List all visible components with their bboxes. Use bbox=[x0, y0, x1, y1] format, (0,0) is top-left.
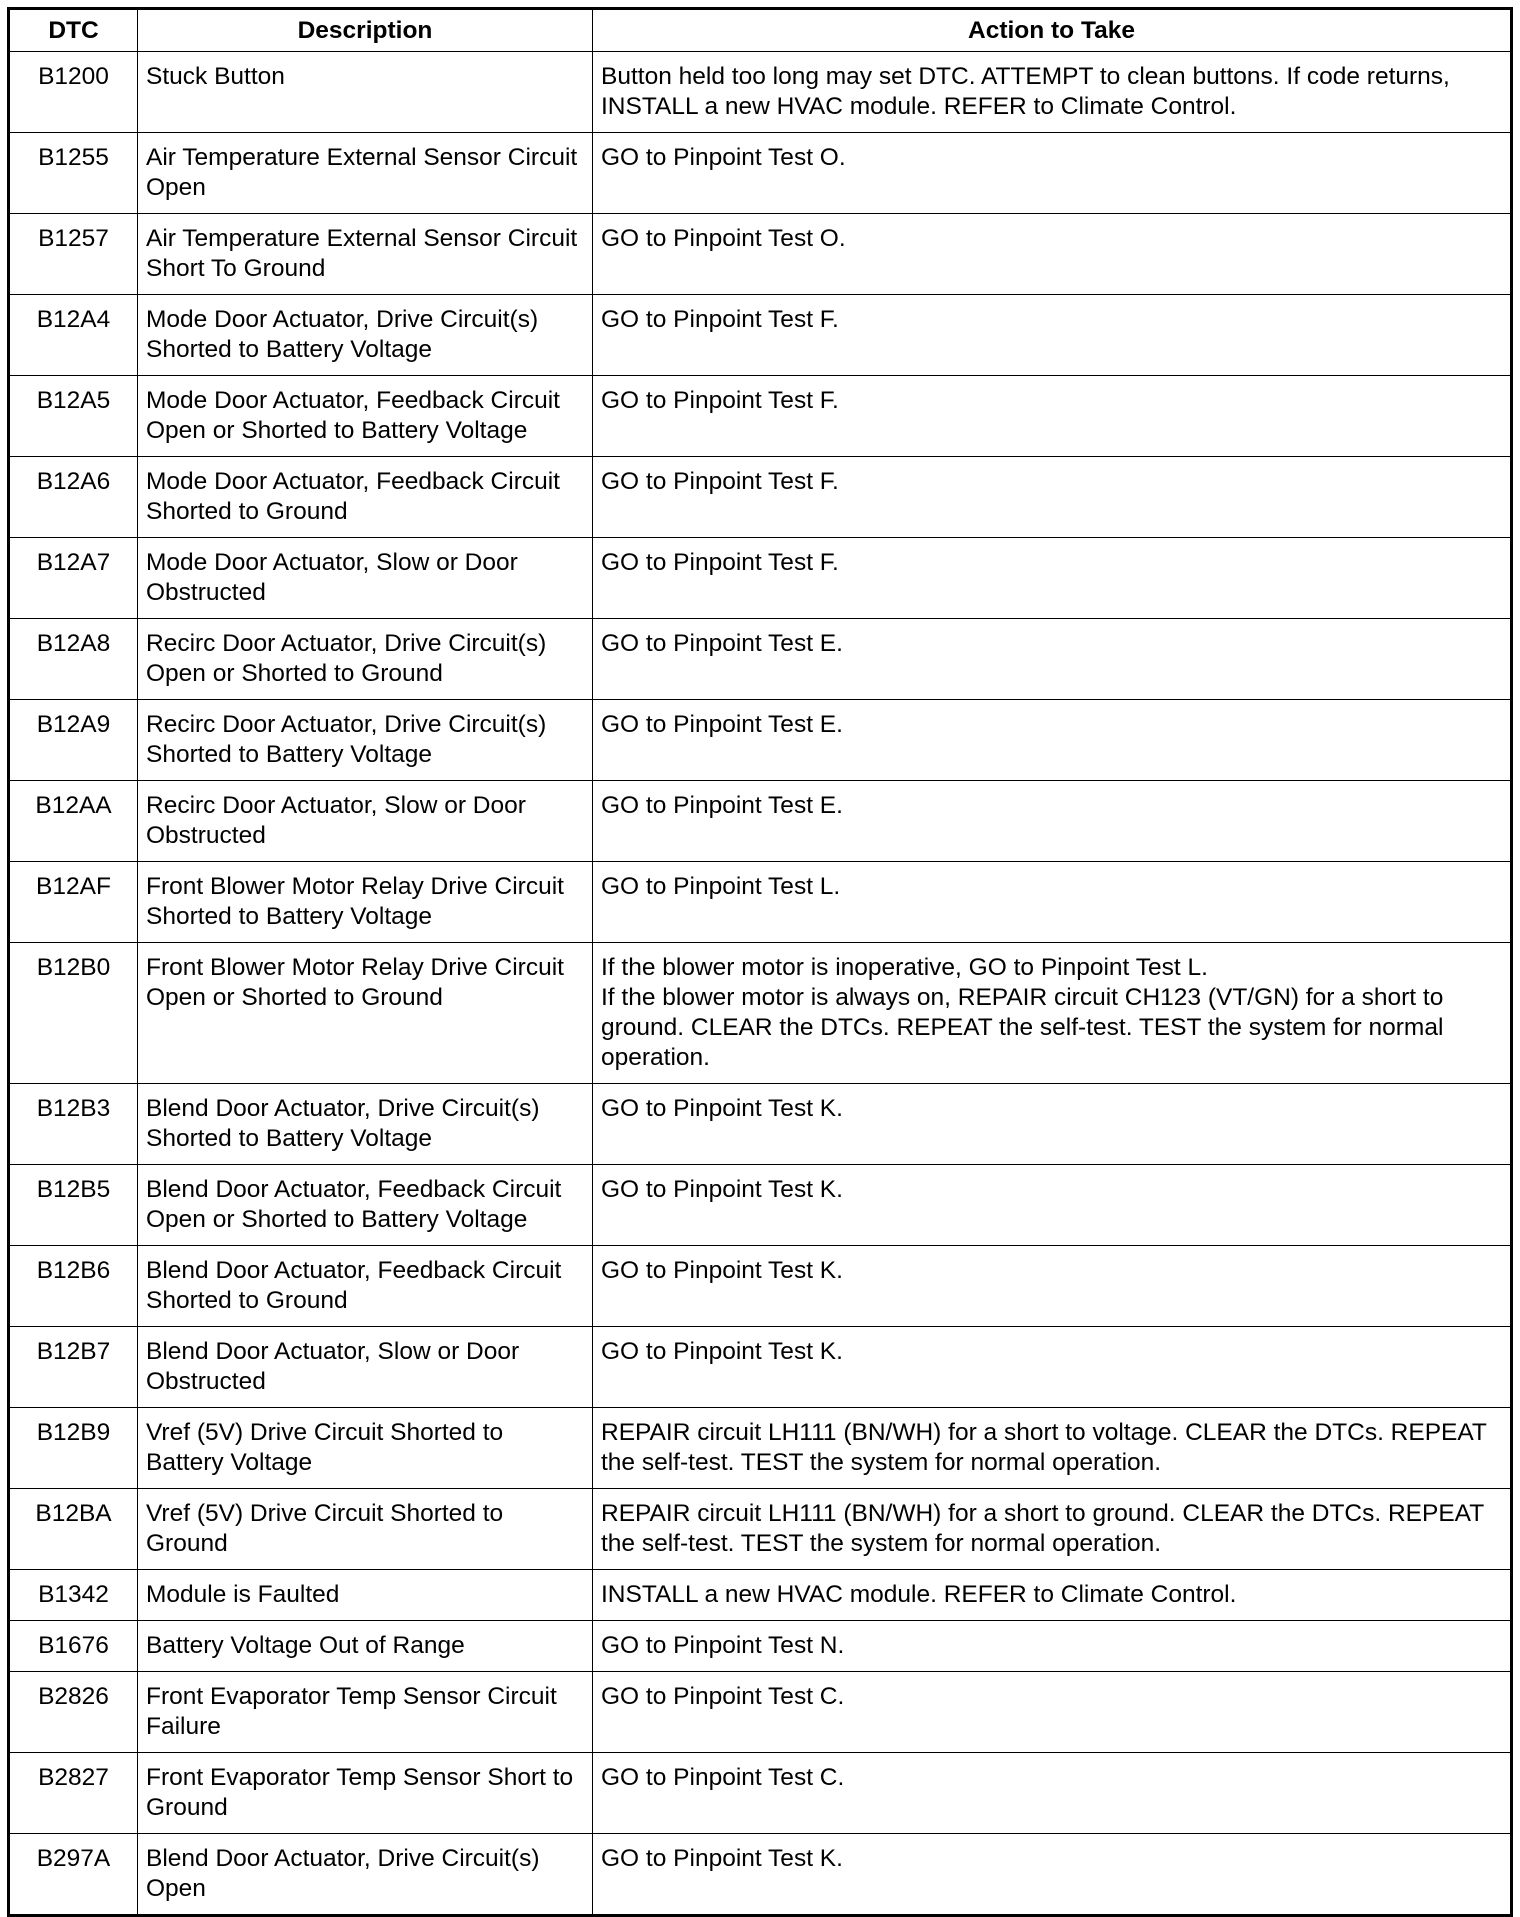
table-row bbox=[9, 1753, 1512, 1834]
table-row bbox=[9, 943, 1512, 1084]
description-cell: Air Temperature External Sensor Circuit Short To Ground bbox=[138, 214, 593, 295]
dtc-table bbox=[7, 7, 1513, 1917]
action-cell: GO to Pinpoint Test F. bbox=[593, 376, 1512, 457]
action-cell: GO to Pinpoint Test K. bbox=[593, 1165, 1512, 1246]
dtc-code-cell: B12AA bbox=[9, 781, 138, 862]
description-cell: Module is Faulted bbox=[138, 1570, 593, 1621]
action-cell: GO to Pinpoint Test N. bbox=[593, 1621, 1512, 1672]
description-cell: Stuck Button bbox=[138, 52, 593, 133]
action-cell: GO to Pinpoint Test K. bbox=[593, 1246, 1512, 1327]
action-cell: INSTALL a new HVAC module. REFER to Climate Control. bbox=[593, 1570, 1512, 1621]
dtc-code-cell: B12A6 bbox=[9, 457, 138, 538]
action-cell: Button held too long may set DTC. ATTEMPT to clean buttons. If code returns, INSTALL a new HVAC module. REFER to Climate Control. bbox=[593, 52, 1512, 133]
action-cell: GO to Pinpoint Test K. bbox=[593, 1834, 1512, 1916]
description-cell: Front Evaporator Temp Sensor Circuit Failure bbox=[138, 1672, 593, 1753]
dtc-code-cell: B12B6 bbox=[9, 1246, 138, 1327]
action-cell: GO to Pinpoint Test C. bbox=[593, 1672, 1512, 1753]
table-row bbox=[9, 1570, 1512, 1621]
dtc-code-cell: B12A8 bbox=[9, 619, 138, 700]
table-row bbox=[9, 862, 1512, 943]
dtc-code-cell: B12A9 bbox=[9, 700, 138, 781]
action-cell: REPAIR circuit LH111 (BN/WH) for a short to voltage. CLEAR the DTCs. REPEAT the self-test. TEST the system for normal operation. bbox=[593, 1408, 1512, 1489]
table-row bbox=[9, 214, 1512, 295]
table-row bbox=[9, 619, 1512, 700]
table-row bbox=[9, 538, 1512, 619]
dtc-code-cell: B1200 bbox=[9, 52, 138, 133]
dtc-code-cell: B2827 bbox=[9, 1753, 138, 1834]
dtc-code-cell: B12B5 bbox=[9, 1165, 138, 1246]
table-row bbox=[9, 376, 1512, 457]
description-cell: Mode Door Actuator, Feedback Circuit Shorted to Ground bbox=[138, 457, 593, 538]
table-header-row bbox=[9, 9, 1512, 52]
action-cell: GO to Pinpoint Test F. bbox=[593, 457, 1512, 538]
description-cell: Recirc Door Actuator, Drive Circuit(s) Open or Shorted to Ground bbox=[138, 619, 593, 700]
action-cell: GO to Pinpoint Test C. bbox=[593, 1753, 1512, 1834]
description-cell: Blend Door Actuator, Drive Circuit(s) Open bbox=[138, 1834, 593, 1916]
description-cell: Vref (5V) Drive Circuit Shorted to Battery Voltage bbox=[138, 1408, 593, 1489]
action-cell: GO to Pinpoint Test O. bbox=[593, 133, 1512, 214]
action-cell: GO to Pinpoint Test F. bbox=[593, 538, 1512, 619]
table-row bbox=[9, 52, 1512, 133]
description-cell: Front Blower Motor Relay Drive Circuit Open or Shorted to Ground bbox=[138, 943, 593, 1084]
description-cell: Mode Door Actuator, Feedback Circuit Open or Shorted to Battery Voltage bbox=[138, 376, 593, 457]
dtc-code-cell: B1342 bbox=[9, 1570, 138, 1621]
description-cell: Air Temperature External Sensor Circuit Open bbox=[138, 133, 593, 214]
table-row bbox=[9, 1672, 1512, 1753]
table-row bbox=[9, 1621, 1512, 1672]
description-column-header: Description bbox=[138, 9, 593, 52]
action-cell: GO to Pinpoint Test E. bbox=[593, 619, 1512, 700]
dtc-column-header: DTC bbox=[9, 9, 138, 52]
action-cell: GO to Pinpoint Test O. bbox=[593, 214, 1512, 295]
description-cell: Recirc Door Actuator, Slow or Door Obstructed bbox=[138, 781, 593, 862]
table-row bbox=[9, 295, 1512, 376]
table-body bbox=[9, 52, 1512, 1916]
dtc-code-cell: B2826 bbox=[9, 1672, 138, 1753]
description-cell: Recirc Door Actuator, Drive Circuit(s) Shorted to Battery Voltage bbox=[138, 700, 593, 781]
description-cell: Mode Door Actuator, Slow or Door Obstructed bbox=[138, 538, 593, 619]
table-row bbox=[9, 133, 1512, 214]
dtc-code-cell: B12BA bbox=[9, 1489, 138, 1570]
table-row bbox=[9, 1165, 1512, 1246]
action-cell: GO to Pinpoint Test K. bbox=[593, 1327, 1512, 1408]
action-cell: GO to Pinpoint Test L. bbox=[593, 862, 1512, 943]
dtc-code-cell: B12AF bbox=[9, 862, 138, 943]
dtc-code-cell: B297A bbox=[9, 1834, 138, 1916]
description-cell: Front Evaporator Temp Sensor Short to Ground bbox=[138, 1753, 593, 1834]
dtc-code-cell: B12A7 bbox=[9, 538, 138, 619]
action-cell: If the blower motor is inoperative, GO to Pinpoint Test L. If the blower motor is always on, REPAIR circuit CH123 (VT/GN) for a short to ground. CLEAR the DTCs. REPEAT the self-test. TEST the system for normal operation. bbox=[593, 943, 1512, 1084]
table-row bbox=[9, 1327, 1512, 1408]
description-cell: Blend Door Actuator, Feedback Circuit Open or Shorted to Battery Voltage bbox=[138, 1165, 593, 1246]
description-cell: Blend Door Actuator, Drive Circuit(s) Shorted to Battery Voltage bbox=[138, 1084, 593, 1165]
table-row bbox=[9, 1408, 1512, 1489]
table-row bbox=[9, 700, 1512, 781]
dtc-code-cell: B12A5 bbox=[9, 376, 138, 457]
dtc-code-cell: B12B7 bbox=[9, 1327, 138, 1408]
table-row bbox=[9, 781, 1512, 862]
description-cell: Front Blower Motor Relay Drive Circuit Shorted to Battery Voltage bbox=[138, 862, 593, 943]
dtc-code-cell: B1255 bbox=[9, 133, 138, 214]
dtc-code-cell: B12B0 bbox=[9, 943, 138, 1084]
dtc-code-cell: B1257 bbox=[9, 214, 138, 295]
action-cell: GO to Pinpoint Test K. bbox=[593, 1084, 1512, 1165]
table-row bbox=[9, 1834, 1512, 1916]
description-cell: Blend Door Actuator, Slow or Door Obstructed bbox=[138, 1327, 593, 1408]
action-cell: REPAIR circuit LH111 (BN/WH) for a short to ground. CLEAR the DTCs. REPEAT the self-test. TEST the system for normal operation. bbox=[593, 1489, 1512, 1570]
dtc-code-cell: B12A4 bbox=[9, 295, 138, 376]
action-cell: GO to Pinpoint Test E. bbox=[593, 781, 1512, 862]
description-cell: Mode Door Actuator, Drive Circuit(s) Shorted to Battery Voltage bbox=[138, 295, 593, 376]
description-cell: Vref (5V) Drive Circuit Shorted to Ground bbox=[138, 1489, 593, 1570]
table-row bbox=[9, 1489, 1512, 1570]
action-column-header: Action to Take bbox=[593, 9, 1512, 52]
table-row bbox=[9, 1246, 1512, 1327]
table-row bbox=[9, 1084, 1512, 1165]
action-cell: GO to Pinpoint Test F. bbox=[593, 295, 1512, 376]
description-cell: Battery Voltage Out of Range bbox=[138, 1621, 593, 1672]
action-cell: GO to Pinpoint Test E. bbox=[593, 700, 1512, 781]
dtc-code-cell: B1676 bbox=[9, 1621, 138, 1672]
description-cell: Blend Door Actuator, Feedback Circuit Shorted to Ground bbox=[138, 1246, 593, 1327]
dtc-code-cell: B12B3 bbox=[9, 1084, 138, 1165]
table-row bbox=[9, 457, 1512, 538]
dtc-code-cell: B12B9 bbox=[9, 1408, 138, 1489]
